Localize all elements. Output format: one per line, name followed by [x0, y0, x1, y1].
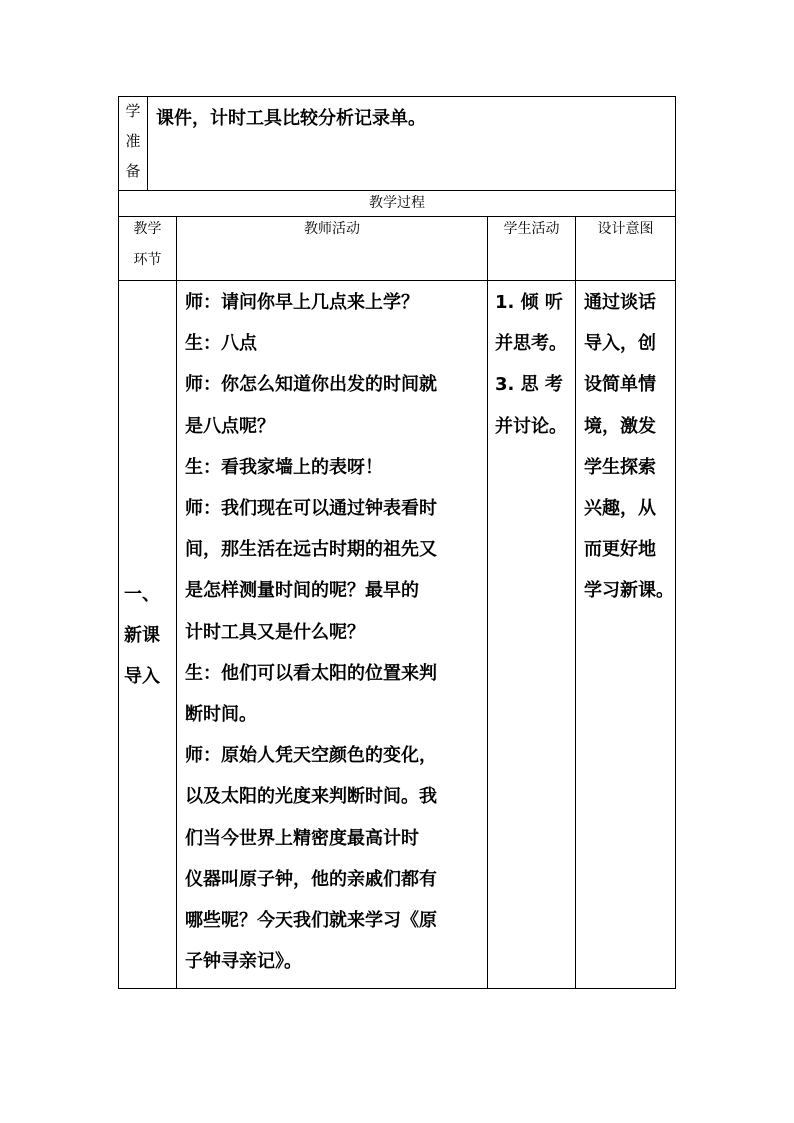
header-stage-line-1: 教学	[133, 221, 162, 237]
teacher-line: 是八点呢？	[185, 415, 275, 437]
intent-line: 学生探索	[584, 456, 656, 478]
table-border-bottom	[118, 988, 676, 989]
teacher-line: 以及太阳的光度来判断时间。我	[185, 786, 437, 808]
vline-student	[575, 216, 576, 989]
teacher-line: 计时工具又是什么呢？	[185, 621, 365, 643]
stage-line: 导入	[124, 666, 160, 688]
process-title: 教学过程	[369, 195, 425, 211]
teacher-line: 断时间。	[185, 704, 257, 726]
teacher-line: 师：你怎么知道你出发的时间就	[185, 374, 437, 396]
teacher-line: 师：请问你早上几点来上学？	[185, 292, 419, 313]
hline-content	[118, 280, 676, 281]
table-border-top	[118, 96, 676, 97]
prep-label-char-3: 备	[125, 162, 141, 180]
teacher-activity	[185, 282, 485, 982]
teacher-line: 师：我们现在可以通过钟表看时	[185, 498, 437, 520]
teacher-line: 仪器叫原子钟，他的亲戚们都有	[185, 868, 437, 890]
intent-line: 学习新课。	[584, 580, 674, 602]
header-stage-line-2: 环节	[133, 252, 162, 268]
teacher-line: 子钟寻亲记》。	[185, 951, 302, 973]
header-teacher: 教师活动	[304, 221, 360, 237]
intent-line: 通过谈话	[584, 292, 656, 313]
student-activity	[495, 282, 575, 447]
intent-line: 而更好地	[584, 539, 656, 561]
header-student: 学生活动	[503, 221, 560, 237]
teacher-line: 们当今世界上精密度最高计时	[185, 827, 419, 849]
student-line: 3. 思 考	[495, 374, 563, 396]
stage-cell	[124, 574, 176, 698]
prep-row-divider	[147, 96, 148, 190]
intent-line: 导入，创	[584, 333, 656, 355]
teacher-line: 生：八点	[185, 333, 257, 355]
teacher-line: 生：看我家墙上的表呀！	[185, 456, 383, 478]
prep-content: 课件，计时工具比较分析记录单。	[156, 108, 426, 129]
prep-label	[119, 96, 147, 186]
vline-stage	[176, 216, 177, 989]
design-intent	[584, 282, 676, 612]
teacher-line: 生：他们可以看太阳的位置来判	[185, 662, 437, 684]
header-intent: 设计意图	[597, 221, 654, 237]
intent-line: 境，激发	[584, 415, 656, 437]
teacher-line: 师：原始人凭天空颜色的变化，	[185, 745, 437, 767]
teacher-line: 间，那生活在远古时期的祖先又	[185, 539, 437, 561]
stage-line: 一、	[124, 584, 160, 605]
student-line: 并思考。	[495, 333, 567, 355]
intent-line: 兴趣，从	[584, 498, 656, 520]
header-stage	[119, 214, 176, 276]
intent-line: 设简单情	[584, 374, 656, 396]
stage-line: 新课	[124, 625, 160, 647]
prep-label-char-1: 学	[125, 102, 141, 120]
teacher-line: 哪些呢？今天我们就来学习《原	[185, 910, 437, 932]
teacher-line: 是怎样测量时间的呢？最早的	[185, 580, 419, 602]
prep-label-char-2: 准	[125, 132, 141, 150]
student-line: 1. 倾 听	[495, 292, 563, 313]
student-line: 并讨论。	[495, 415, 567, 437]
vline-teacher	[487, 216, 488, 989]
